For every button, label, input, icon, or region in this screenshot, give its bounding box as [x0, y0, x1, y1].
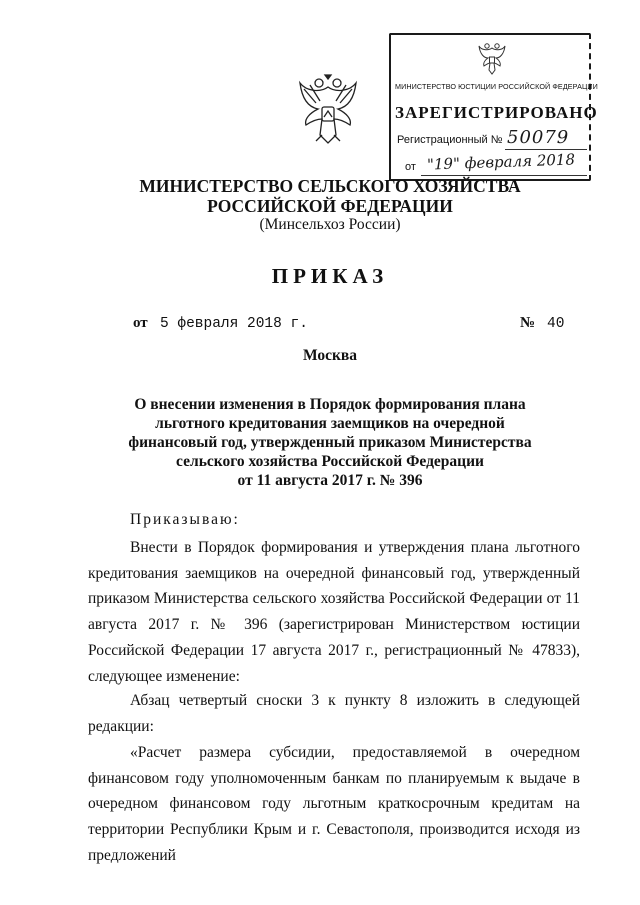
document-type: ПРИКАЗ	[271, 264, 389, 288]
order-number: 40	[547, 316, 565, 332]
body-paragraph: Внести в Порядок формирования и утверждения плана льготного кредитования заемщиков на очередной финансовый год, утвержденный приказом Министерства сельского хозяйства Российской Федерации от 11 августа 2017 г. № 396 (зарегистрирован Министерством юстиции Российской Федерации 17 августа 2017 г., регистрационный № 47833), следующее изменение:	[88, 539, 580, 685]
body-paragraph: «Расчет размера субсидии, предоставляемой в очередном финансовом году уполномоченным банкам по планируемым к выдаче в очередном финансовом году льготным краткосрочным кредитам на территории Республики Крым и г. Севастополя, производится исходя из предложений	[88, 744, 580, 864]
stamp-emblem-icon	[477, 41, 507, 75]
stamp-ministry-name: МИНИСТЕРСТВО ЮСТИЦИИ РОССИЙСКОЙ ФЕДЕРАЦИИ	[395, 82, 598, 91]
stamp-date: "19" февраля 2018	[426, 150, 576, 174]
ministry-name-line2: РОССИЙСКОЙ ФЕДЕРАЦИИ	[207, 196, 453, 216]
stamp-reg-number-label: Регистрационный №	[397, 134, 503, 146]
order-title-line: от 11 августа 2017 г. № 396	[237, 472, 423, 489]
body-paragraph: Абзац четвертый сноски 3 к пункту 8 изложить в следующей редакции:	[88, 692, 580, 735]
order-number-label: №	[520, 315, 536, 331]
orders-word: Приказываю:	[130, 511, 240, 528]
order-title-line: О внесении изменения в Порядок формирования плана	[134, 396, 526, 413]
order-title-line: сельского хозяйства Российской Федерации	[176, 453, 484, 470]
order-title-line: льготного кредитования заемщиков на очередной	[155, 415, 505, 432]
stamp-reg-number: 50079	[507, 127, 570, 148]
order-date-label: от	[133, 315, 148, 331]
ministry-name-line1: МИНИСТЕРСТВО СЕЛЬСКОГО ХОЗЯЙСТВА	[139, 176, 521, 196]
registration-stamp	[389, 33, 598, 181]
order-date: 5 февраля 2018 г.	[160, 316, 308, 332]
stamp-date-label: от	[405, 161, 416, 173]
order-city: Москва	[302, 347, 358, 364]
coat-of-arms-icon	[296, 73, 360, 145]
ministry-short-name: (Минсельхоз России)	[259, 216, 401, 233]
stamp-registered-title: ЗАРЕГИСТРИРОВАНО	[395, 103, 598, 122]
order-title-line: финансовый год, утвержденный приказом Министерства	[128, 434, 532, 451]
order-title	[120, 395, 540, 490]
